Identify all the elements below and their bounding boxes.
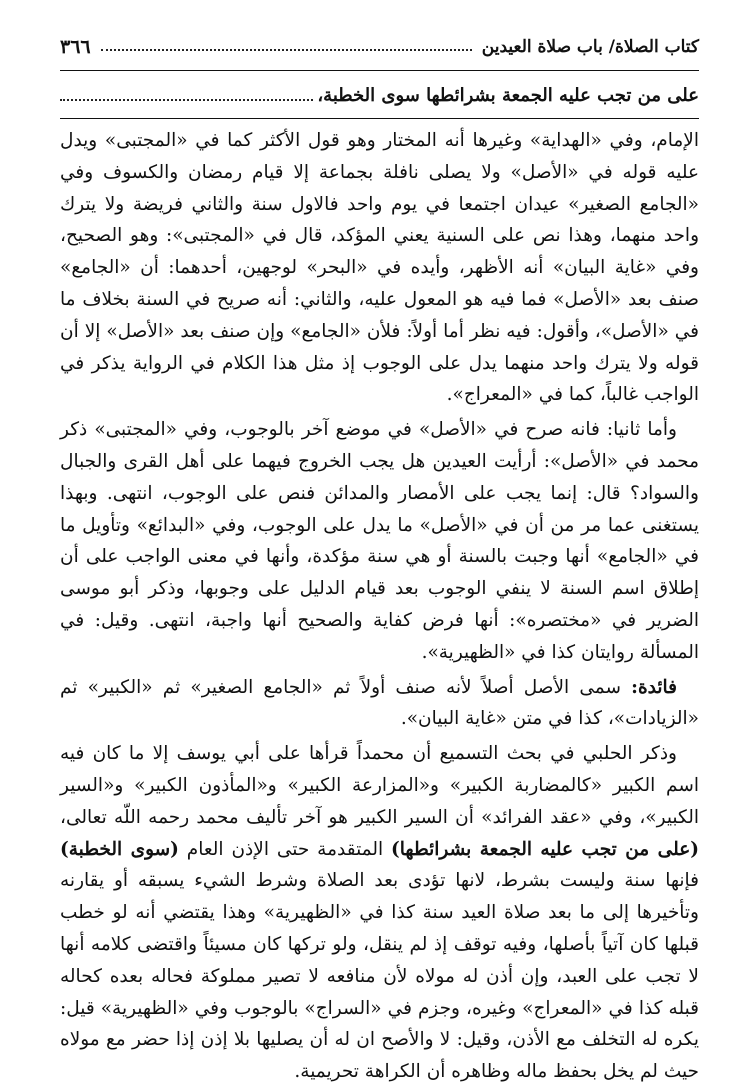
matn-dotted-leader — [60, 99, 313, 101]
paragraph — [60, 672, 699, 736]
matn-text: على من تجب عليه الجمعة بشرائطها سوى الخطبة، — [317, 85, 699, 106]
matn-rule — [60, 118, 699, 119]
commentary-body — [60, 125, 699, 1088]
paragraph-text: المتقدمة حتى الإذن العام — [186, 838, 384, 860]
paragraph-text: سمى الأصل أصلاً لأنه صنف أولاً ثم «الجامع الصغير» ثم «الكبير» ثم «الزيادات»، كذا في متن «غاية البيان». — [60, 676, 699, 730]
paragraph-text: وذكر الحلبي في بحث التسميع أن محمداً قرأها على أبي يوسف إلا ما كان فيه اسم الكبير «كالمضاربة الكبير» و«المزارعة الكبير» و«المأذون الكبير» و«السير الكبير»، وفي «عقد الفرائد» أن السير الكبير هو آخر تأليف محمد رحمه اللّه تعالى، — [60, 743, 699, 828]
paragraph: وأما ثانيا: فانه صرح في «الأصل» في موضع آخر بالوجوب، وفي «المجتبى» ذكر محمد في «الأصل»: أرأيت العيدين هل يجب الخروج فيهما على أهل القرى والجبال والسواد؟ قال: إنما يجب على الأمصار والمدائن فنص على الوجوب، انتهى. وبهذا يستغنى عما مر من أن في «الأصل» ما يدل على الوجوب، وفي «البدائع» وتأويل ما في «الجامع» أنها وجبت بالسنة أو هي سنة مؤكدة، وأنها في معنى الواجب على أن إطلاق اسم السنة لا ينفي الوجوب بعد قيام الدليل على وجوبها، وذكر أبو موسى الضرير في «مختصره»: أنها فرض كفاية والصحيح أنها واجبة، انتهى. وقيل: في المسألة روايتان كذا في «الظهيرية». — [60, 419, 699, 663]
header-rule — [60, 70, 699, 71]
faida-label: فائدة: — [631, 676, 677, 698]
page-number: ٣٦٦ — [60, 36, 91, 58]
book-title: كتاب الصلاة/ باب صلاة العيدين — [481, 37, 699, 57]
paragraph: الإمام، وفي «الهداية» وغيرها أنه المختار وهو قول الأكثر كما في «المجتبى» ويدل عليه قوله في «الأصل» ولا يصلى نافلة بجماعة إلا قيام رمضان والكسوف وفي «الجامع الصغير» عيدان اجتمعا في يوم واحد فالاول سنة والثاني فريضة ولا يترك واحد منهما، وهذا نص على السنية يعني المؤكد، قال في «المجتبى»: وهو الصحيح، وفي «غاية البيان» أنه الأظهر، وأيده في «البحر» لوجهين، أحدهما: أن «الجامع» صنف بعد «الأصل» فما فيه هو المعول عليه، والثاني: أنه صريح في السنة بخلاف ما في «الأصل»، وأقول: فيه نظر أما أولاً: فلأن «الجامع» وإن صنف بعد «الأصل» إلا أن قوله ولا يترك واحد منهما يدل على الوجوب إذ مثل هذا الكلام في الرواية يذكر في الواجب غالباً، كما في «المعراج». — [60, 130, 699, 406]
header-dotted-leader — [101, 49, 472, 51]
matn-quote: (على من تجب عليه الجمعة بشرائطها) — [391, 838, 699, 860]
matn-quote: (سوى الخطبة) — [60, 838, 179, 860]
running-header — [60, 30, 699, 64]
paragraph — [60, 738, 699, 1088]
matn-heading — [60, 85, 699, 106]
paragraph-text: فإنها سنة وليست بشرط، لانها تؤدى بعد الصلاة وشرط الشيء يسبقه أو يقارنه وتأخيرها إلى ما بعد صلاة العيد سنة كذا في «الظهيرية» وهذا يقتضي أنه لو خطب قبلها كان آتياً بأصلها، وفيه توقف إذ لم ينقل، ولو تركها كان مسيئاً واقتضى كلامه أنها لا تجب على العبد، وإن أذن له مولاه لأن منافعه لا تصير مملوكة فحاله بعده كحاله قبله كذا في «المعراج» وغيره، وجزم في «السراج» بالوجوب وفي «الظهيرية» قيل: يكره له التخلف مع الأذن، وقيل: لا والأصح ان له أن يصليها بلا إذن إذا حضر مع مولاه حيث لم يخل بحفظ ماله وظاهره أن الكراهة تحريمية. — [60, 870, 699, 1083]
